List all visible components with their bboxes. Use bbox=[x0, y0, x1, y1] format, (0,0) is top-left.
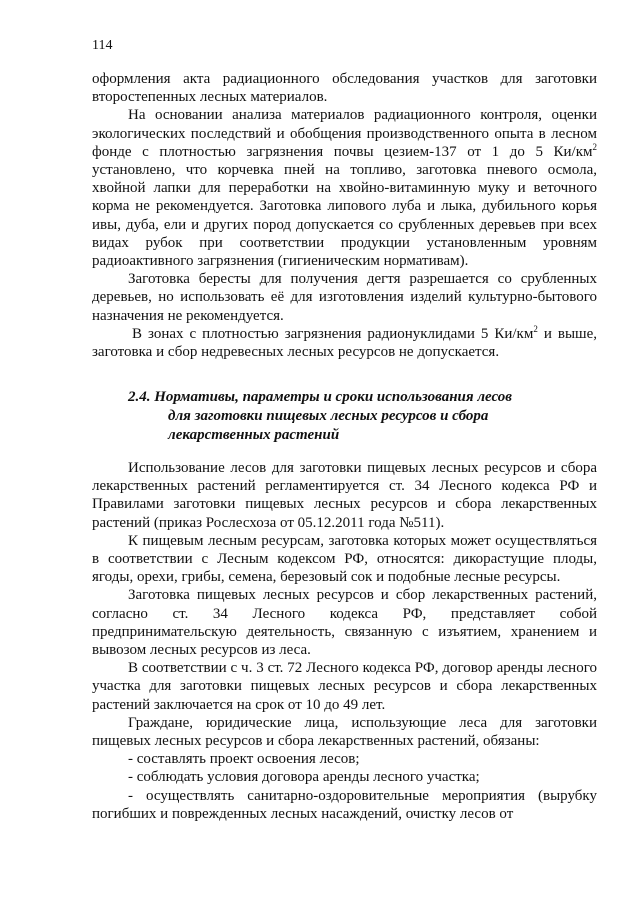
paragraph-forest-use: Использование лесов для заготовки пищевых лесных ресурсов и сбора лекарственных растений регламентируется ст. 34 Лесного кодекса РФ и Правилами заготовки пищевых лесных ресурсов и сбора лекарственных растений (приказ Рослесхоза от 05.12.2011 года №511). bbox=[92, 460, 597, 531]
superscript-2: 2 bbox=[533, 323, 538, 334]
paragraph-radiation-analysis-text-b: установлено, что корчевка пней на топливо, заготовка пневого осмола, хвойной лапки для переработки на хвойно-витаминную муку и веточного корма не рекомендуется. Заготовка липового луба и лыка, дубильного корья ивы, дуба, ели и других пород допускается со срубленных деревьев при всех видах рубок при соответствии продукции установленным уровням радиоактивного загрязнения (гигиеническим нормативам). bbox=[92, 162, 597, 270]
paragraph-lease-term: В соответствии с ч. 3 ст. 72 Лесного кодекса РФ, договор аренды лесного участка для заготовки пищевых лесных ресурсов и сбора лекарственных растений заключается на срок от 10 до 49 лет. bbox=[92, 660, 597, 713]
section-heading-line-2: для заготовки пищевых лесных ресурсов и сбора bbox=[168, 408, 489, 424]
superscript-2: 2 bbox=[592, 141, 597, 152]
section-heading bbox=[128, 388, 528, 445]
paragraph-birch-bark: Заготовка бересты для получения дегтя разрешается со срубленных деревьев, но использовать её для изготовления изделий культурно-бытового назначения не рекомендуется. bbox=[92, 271, 597, 324]
list-item: - соблюдать условия договора аренды лесного участка; bbox=[128, 769, 480, 786]
paragraph-obligations: Граждане, юридические лица, использующие леса для заготовки пищевых лесных ресурсов и сбора лекарственных растений, обязаны: bbox=[92, 714, 597, 750]
paragraph-radiation-analysis-text-a: На основании анализа материалов радиационного контроля, оценки экологических последствий и обобщения производственного опыта в лесном фонде с плотностью загрязнения почвы цезием-137 от 1 до 5 Ки/км bbox=[92, 107, 597, 160]
list-item: - осуществлять санитарно-оздоровительные мероприятия (вырубку погибших и поврежденных лесных насаждений, очистку лесов от bbox=[92, 787, 597, 822]
section-heading-line-1: 2.4. Нормативы, параметры и сроки использования лесов bbox=[128, 389, 512, 405]
paragraph-contamination-zones-text-a: В зонах с плотностью загрязнения радионуклидами 5 Ки/км bbox=[132, 325, 534, 342]
section-heading-line-3: лекарственных растений bbox=[168, 427, 340, 443]
paragraph-contamination-zones bbox=[92, 325, 597, 361]
paragraph-contamination-zones-text-b: и выше, заготовка и сбор недревесных лесных ресурсов не допускается. bbox=[92, 325, 597, 361]
paragraph-harvesting: Заготовка пищевых лесных ресурсов и сбор лекарственных растений, согласно ст. 34 Лесного кодекса РФ, представляет собой предпринимательскую деятельность, связанную с изъятием, хранением и вывозом лесных ресурсов из леса. bbox=[92, 587, 597, 659]
paragraph-food-resources: К пищевым лесным ресурсам, заготовка которых может осуществляться в соответствии с Лесным кодексом РФ, относятся: дикорастущие плоды, ягоды, орехи, грибы, семена, березовый сок и подобные лесные ресурсы. bbox=[92, 532, 597, 586]
list-item: - составлять проект освоения лесов; bbox=[128, 751, 360, 768]
text-block-top bbox=[92, 70, 597, 361]
text-block-bottom bbox=[92, 459, 597, 823]
page-number: 114 bbox=[92, 38, 113, 53]
paragraph-radiation-analysis bbox=[92, 106, 597, 270]
paragraph-continuation: оформления акта радиационного обследования участков для заготовки второстепенных лесных материалов. bbox=[92, 71, 597, 106]
